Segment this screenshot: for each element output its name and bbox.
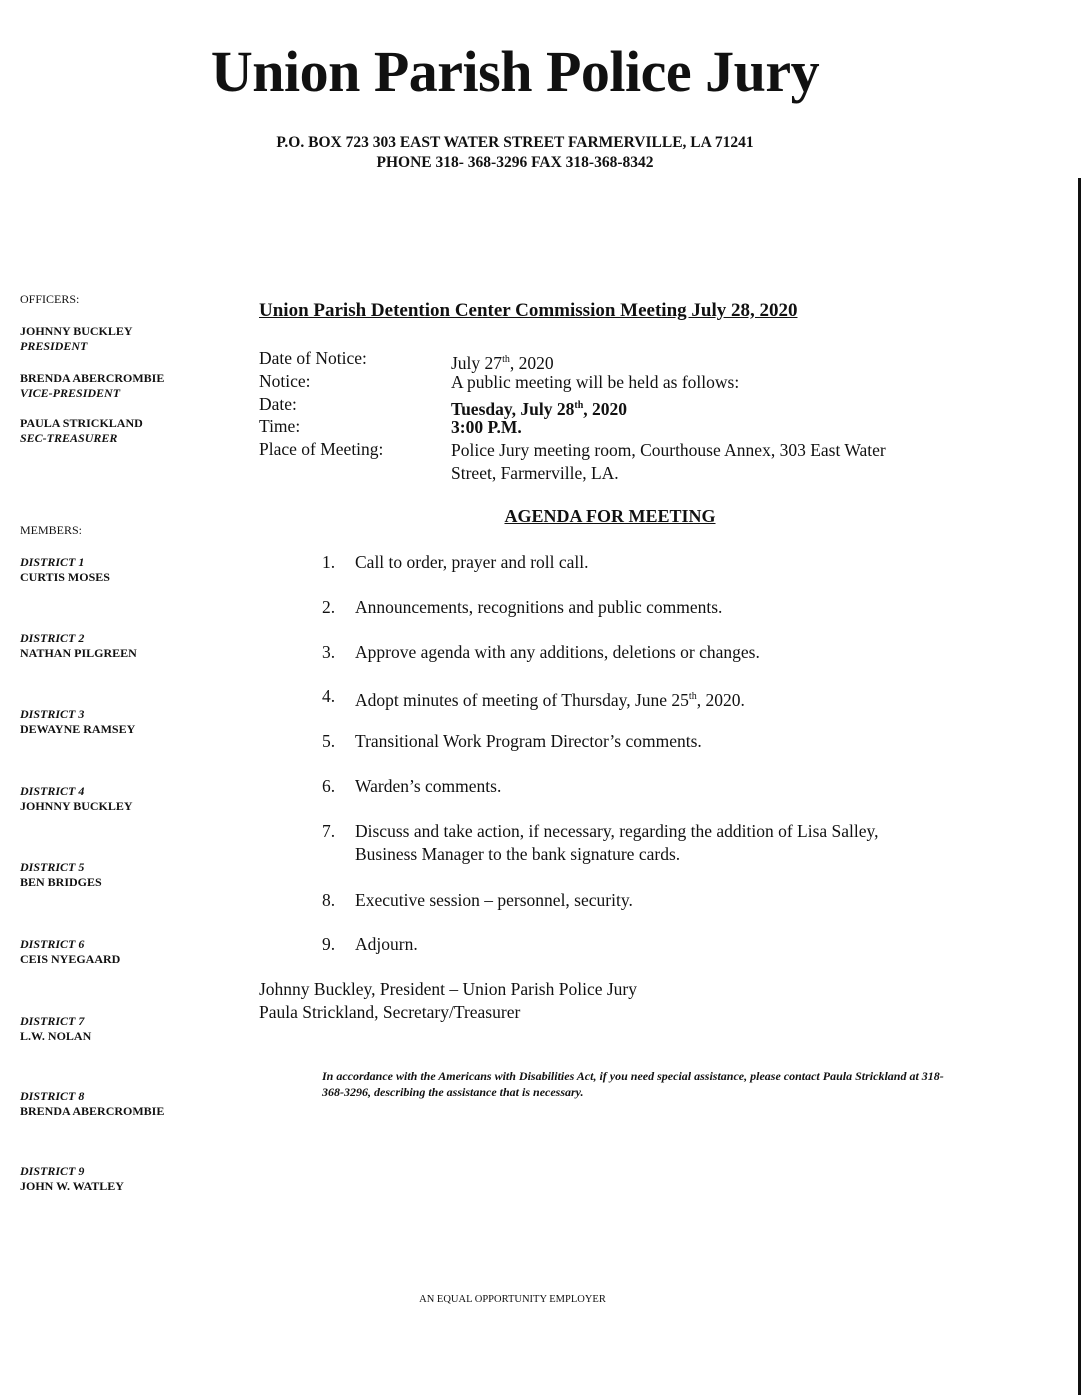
officer-name: JOHNNY BUCKLEY — [20, 324, 133, 338]
member-name: L.W. NOLAN — [20, 1029, 92, 1043]
officer-role: SEC-TREASURER — [20, 431, 118, 445]
ada-notice: In accordance with the Americans with Disabilities Act, if you need special assistance, please contact Paula Strickland at 318-368-3296, describing the assistance that is necessary. — [322, 1069, 944, 1099]
member-district: DISTRICT 4 — [20, 784, 85, 798]
notice-label: Notice: — [259, 371, 311, 391]
officer-name: BRENDA ABERCROMBIE — [20, 371, 165, 385]
footer-equal-opportunity: AN EQUAL OPPORTUNITY EMPLOYER — [419, 1294, 606, 1305]
agenda-item-line: Discuss and take action, if necessary, regarding the addition of Lisa Salley, — [355, 821, 879, 841]
agenda-item-number: 1. — [322, 552, 336, 572]
member-district: DISTRICT 1 — [20, 555, 85, 569]
member-district: DISTRICT 6 — [20, 937, 85, 951]
agenda-item-number: 3. — [322, 642, 336, 662]
members-heading: MEMBERS: — [20, 523, 83, 537]
agenda-heading: AGENDA FOR MEETING — [504, 506, 716, 526]
officers-heading: OFFICERS: — [20, 292, 80, 306]
agenda-item-text: Announcements, recognitions and public comments. — [355, 597, 723, 617]
agenda-item-number: 5. — [322, 731, 336, 751]
agenda-item-number: 8. — [322, 890, 336, 910]
member-entry — [20, 860, 102, 890]
officer-entry — [20, 416, 143, 446]
member-entry — [20, 631, 137, 661]
member-name: BRENDA ABERCROMBIE — [20, 1104, 165, 1118]
date-text: Tuesday, July 28 — [451, 398, 575, 419]
member-district: DISTRICT 8 — [20, 1089, 85, 1103]
place-line: Street, Farmerville, LA. — [451, 463, 619, 483]
member-name: BEN BRIDGES — [20, 875, 102, 889]
signature-line-secretary: Paula Strickland, Secretary/Treasurer — [259, 1002, 521, 1022]
member-district: DISTRICT 7 — [20, 1014, 85, 1028]
agenda-item-text — [355, 685, 965, 712]
agenda-item-number: 6. — [322, 776, 336, 796]
meeting-title: Union Parish Detention Center Commission Meeting July 28, 2020 — [259, 300, 798, 321]
meeting-time-value: 3:00 P.M. — [451, 417, 522, 437]
agenda-text-part: Adopt minutes of meeting of Thursday, June 25 — [355, 689, 689, 710]
officer-role: VICE-PRESIDENT — [20, 386, 121, 400]
agenda-item-text: Approve agenda with any additions, deletions or changes. — [355, 642, 760, 662]
ordinal-suffix: th — [688, 691, 697, 702]
agenda-item-number: 2. — [322, 597, 336, 617]
agenda-item-number: 7. — [322, 821, 336, 841]
agenda-item-line: Business Manager to the bank signature cards. — [355, 844, 681, 864]
address-line: P.O. BOX 723 303 EAST WATER STREET FARMERVILLE, LA 71241 — [276, 134, 754, 151]
member-name: NATHAN PILGREEN — [20, 646, 137, 660]
member-district: DISTRICT 9 — [20, 1164, 85, 1178]
member-entry — [20, 1014, 91, 1044]
agenda-item-text: Executive session – personnel, security. — [355, 890, 633, 910]
place-label: Place of Meeting: — [259, 439, 384, 459]
signature-line-president: Johnny Buckley, President – Union Parish Police Jury — [259, 979, 638, 999]
ordinal-suffix: th — [574, 400, 584, 411]
agenda-text-part: , 2020. — [696, 689, 745, 710]
letterhead-title: Union Parish Police Jury — [210, 39, 820, 104]
member-entry — [20, 1164, 124, 1194]
place-value — [451, 439, 971, 485]
agenda-item-text: Call to order, prayer and roll call. — [355, 552, 589, 572]
agenda-item-text: Transitional Work Program Director’s comments. — [355, 731, 702, 751]
year-text: , 2020 — [583, 398, 628, 419]
year-text: , 2020 — [509, 352, 554, 373]
time-label: Time: — [259, 416, 301, 436]
date-label: Date: — [259, 394, 297, 414]
member-name: CEIS NYEGAARD — [20, 952, 121, 966]
member-name: CURTIS MOSES — [20, 570, 110, 584]
member-name: JOHNNY BUCKLEY — [20, 799, 133, 813]
officer-entry — [20, 324, 133, 354]
officer-entry — [20, 371, 164, 401]
member-district: DISTRICT 5 — [20, 860, 85, 874]
member-name: DEWAYNE RAMSEY — [20, 722, 136, 736]
place-line: Police Jury meeting room, Courthouse Annex, 303 East Water — [451, 440, 886, 460]
member-entry — [20, 784, 133, 814]
date-of-notice-label: Date of Notice: — [259, 348, 367, 368]
member-entry — [20, 707, 135, 737]
ordinal-suffix: th — [502, 354, 510, 365]
agenda-item-number: 9. — [322, 934, 336, 954]
agenda-item-text — [355, 820, 965, 866]
notice-value: A public meeting will be held as follows: — [451, 372, 740, 392]
member-name: JOHN W. WATLEY — [20, 1179, 124, 1193]
member-district: DISTRICT 3 — [20, 707, 85, 721]
agenda-item-text: Warden’s comments. — [355, 776, 502, 796]
agenda-item-text: Adjourn. — [355, 934, 418, 954]
phone-fax-line: PHONE 318- 368-3296 FAX 318-368-8342 — [376, 154, 654, 171]
date-text: July 27 — [451, 352, 503, 373]
scan-edge-line — [1078, 178, 1081, 1395]
member-entry — [20, 937, 120, 967]
officer-name: PAULA STRICKLAND — [20, 416, 143, 430]
agenda-item-number: 4. — [322, 686, 336, 706]
member-entry — [20, 1089, 164, 1119]
member-district: DISTRICT 2 — [20, 631, 85, 645]
officer-role: PRESIDENT — [20, 339, 88, 353]
member-entry — [20, 555, 110, 585]
